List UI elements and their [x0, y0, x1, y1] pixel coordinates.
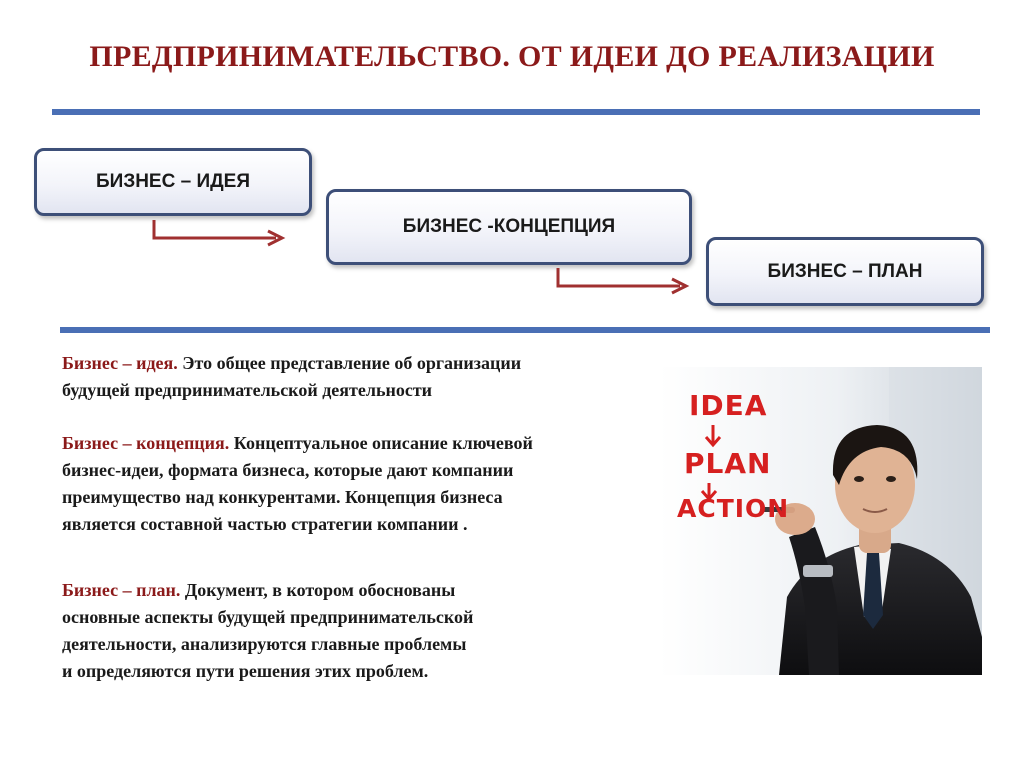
definition-business-concept [62, 430, 533, 538]
definition-text: будущей предпринимательской деятельности [62, 380, 433, 400]
flow-step-business-plan: БИЗНЕС – ПЛАН [706, 237, 984, 306]
definition-text: является составной частью стратегии компании . [62, 514, 468, 534]
definition-text: и определяются пути решения этих проблем. [62, 661, 429, 681]
definition-term: Бизнес – идея. [62, 353, 178, 373]
businessman-photo [659, 367, 982, 675]
flow-step-business-concept: БИЗНЕС -КОНЦЕПЦИЯ [326, 189, 692, 265]
photo-word-plan: PLAN [684, 447, 772, 480]
flow-step-business-idea: БИЗНЕС – ИДЕЯ [34, 148, 312, 216]
definition-text: Концептуальное описание ключевой [229, 433, 533, 453]
definition-business-plan [62, 577, 473, 685]
definition-text: Документ, в котором обоснованы [180, 580, 456, 600]
definition-text: преимущество над конкурентами. Концепция бизнеса [62, 487, 503, 507]
definition-text: основные аспекты будущей предпринимательской [62, 607, 474, 627]
definition-term: Бизнес – план. [62, 580, 181, 600]
definition-text: бизнес-идеи, формата бизнеса, которые дают компании [62, 460, 514, 480]
photo-word-action: ACTION [677, 494, 790, 523]
photo-word-idea: IDEA [689, 389, 768, 422]
bent-right-arrow-icon [148, 216, 288, 250]
top-divider [52, 109, 980, 115]
page-title: ПРЕДПРИНИМАТЕЛЬСТВО. ОТ ИДЕИ ДО РЕАЛИЗАЦИИ [89, 40, 935, 73]
definition-text: Это общее представление об организации [177, 353, 522, 373]
definition-text: деятельности, анализируются главные проблемы [62, 634, 467, 654]
bent-right-arrow-icon [552, 264, 692, 298]
middle-divider [60, 327, 990, 333]
definition-term: Бизнес – концепция. [62, 433, 230, 453]
definition-business-idea [62, 350, 521, 404]
